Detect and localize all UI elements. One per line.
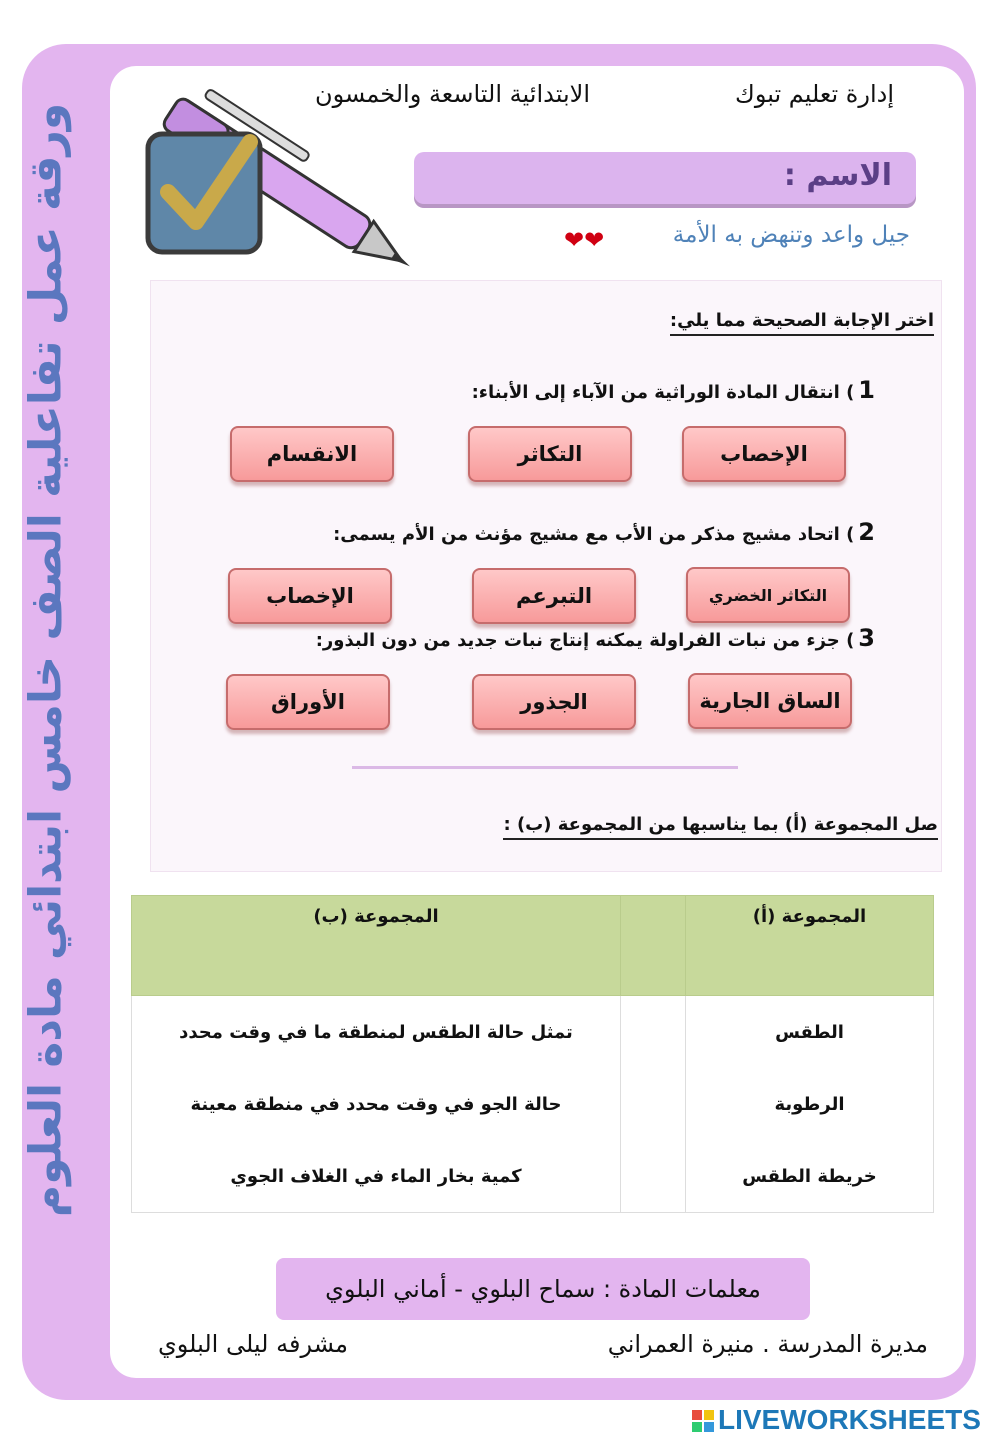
answer-option[interactable]: الإخصاب	[228, 568, 392, 624]
answer-option[interactable]: التكاثر الخضري	[686, 567, 850, 623]
name-field[interactable]	[414, 152, 916, 204]
hearts-icon: ❤❤	[564, 226, 605, 254]
answer-option[interactable]: الجذور	[472, 674, 636, 730]
match-item-b[interactable]: تمثل حالة الطقس لمنطقة ما في وقت محدد	[132, 996, 621, 1069]
question-text: جزء من نبات الفراولة يمكنه إنتاج نبات جديد من دون البذور:	[315, 630, 840, 651]
match-item-a[interactable]: الرطوبة	[686, 1068, 934, 1140]
answer-option[interactable]: الأوراق	[226, 674, 390, 730]
teachers-banner: معلمات المادة : سماح البلوي - أماني البلوي	[276, 1258, 810, 1320]
table-row	[132, 996, 934, 1069]
match-item-a[interactable]: الطقس	[686, 996, 934, 1069]
pen-checkbox-icon	[130, 82, 440, 292]
col-b-header: المجموعة (ب)	[132, 896, 621, 996]
answer-option[interactable]: الساق الجارية	[688, 673, 852, 729]
section1-instruction: اختر الإجابة الصحيحة مما يلي:	[670, 310, 934, 336]
school-label: الابتدائية التاسعة والخمسون	[314, 80, 590, 108]
side-title: ورقة عمل تفاعلية الصف خامس ابتدائي مادة العلوم	[20, 102, 72, 1218]
question-text: اتحاد مشيج مذكر من الأب مع مشيج مؤنث من الأم يسمى:	[333, 524, 840, 545]
question-number: 2	[858, 518, 875, 546]
divider	[352, 766, 738, 769]
answer-option[interactable]: التبرعم	[472, 568, 636, 624]
principal-label: مديرة المدرسة . منيرة العمراني	[607, 1330, 928, 1358]
admin-label: إدارة تعليم تبوك	[735, 80, 894, 108]
connector-header	[621, 896, 686, 996]
answer-option[interactable]: التكاثر	[468, 426, 632, 482]
question-1: 1) انتقال المادة الوراثية من الآباء إلى الأبناء:	[471, 376, 875, 404]
table-row	[132, 1068, 934, 1140]
question-number: 1	[858, 376, 875, 404]
col-a-header: المجموعة (أ)	[686, 896, 934, 996]
question-2: 2) اتحاد مشيج مذكر من الأب مع مشيج مؤنث من الأم يسمى:	[333, 518, 875, 546]
question-number: 3	[858, 624, 875, 652]
name-label: الاسم :	[783, 158, 892, 193]
section2-instruction: صل المجموعة (أ) بما يناسبها من المجموعة (ب) :	[503, 814, 938, 840]
match-item-b[interactable]: حالة الجو في وقت محدد في منطقة معينة	[132, 1068, 621, 1140]
brand-logo[interactable]: LIVEWORKSHEETS	[718, 1404, 981, 1435]
question-text: انتقال المادة الوراثية من الآباء إلى الأبناء:	[471, 382, 840, 403]
supervisor-label: مشرفه ليلى البلوي	[158, 1330, 348, 1358]
matching-table	[131, 895, 934, 1213]
answer-option[interactable]: الإخصاب	[682, 426, 846, 482]
match-item-b[interactable]: كمية بخار الماء في الغلاف الجوي	[132, 1140, 621, 1213]
table-row	[132, 1140, 934, 1213]
motto: جيل واعد وتنهض به الأمة	[672, 222, 910, 248]
answer-option[interactable]: الانقسام	[230, 426, 394, 482]
match-item-a[interactable]: خريطة الطقس	[686, 1140, 934, 1213]
question-3: 3) جزء من نبات الفراولة يمكنه إنتاج نبات جديد من دون البذور:	[315, 624, 875, 652]
